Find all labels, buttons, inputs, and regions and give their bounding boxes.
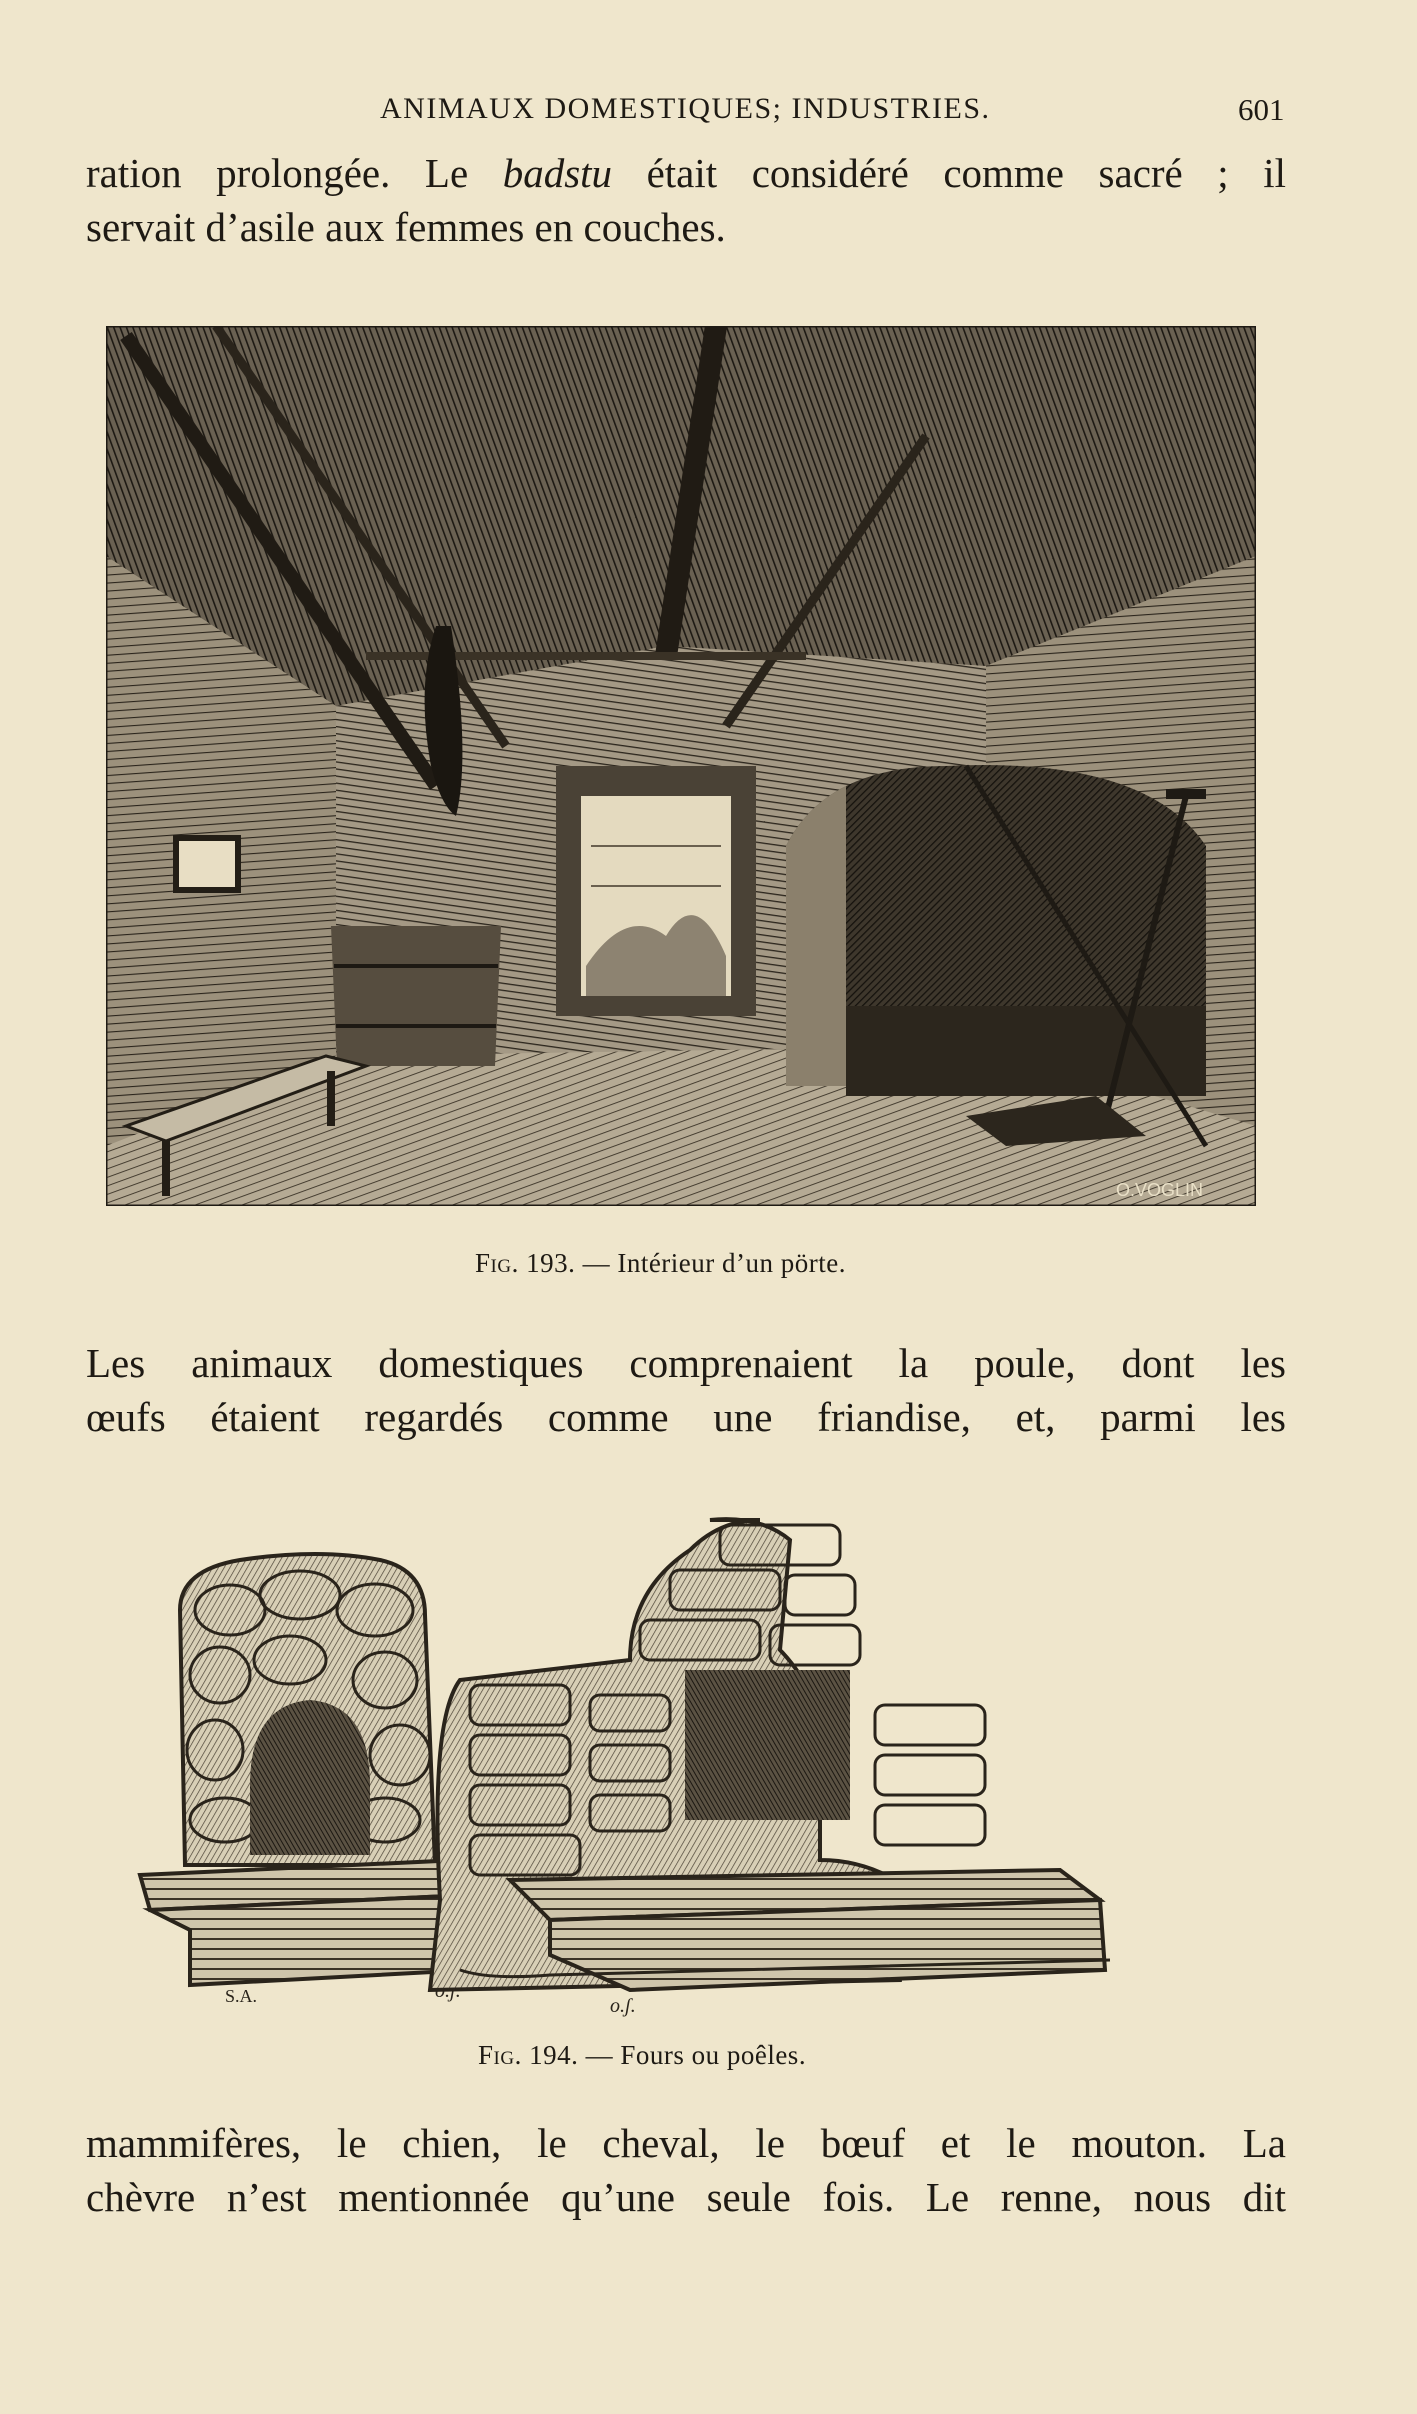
engraver-signature: O.VOGLIN [1116,1180,1204,1200]
paragraph-middle [86,1336,1286,1444]
oven-left [140,1554,470,1985]
oven-right [430,1519,1110,1990]
figure-194-engraving [130,1500,1240,2030]
oven-base [846,1006,1206,1096]
figure-194-caption: Fig. 194. — Fours ou poêles. [478,2040,807,2070]
paragraph-line: chèvre n’est mentionnée qu’une seule fois. Le renne, nous dit [86,2174,1286,2220]
svg-text:S.A.: S.A. [225,1986,258,2006]
signature-right: o.ʃ. [610,1995,636,2017]
paragraph-line: ration prolongée. Le badstu était considéré comme sacré ; il [86,150,1286,196]
paragraph-bottom [86,2116,1286,2224]
running-title: ANIMAUX DOMESTIQUES; INDUSTRIES. [380,92,991,125]
emphasis-badstu: badstu [502,150,613,196]
figure-193-engraving [106,326,1256,1206]
paragraph-line: servait d’asile aux femmes en couches. [86,204,726,250]
page-header [0,92,1417,142]
wall-opening [176,838,238,890]
paragraph-line: œufs étaient regardés comme une friandise, et, parmi les [86,1394,1286,1440]
paragraph-top [86,146,1286,254]
paragraph-line: mammifères, le chien, le cheval, le bœuf et le mouton. La [86,2120,1286,2166]
page-number: 601 [1238,92,1285,127]
paragraph-line: Les animaux domestiques comprenaient la poule, dont les [86,1340,1286,1386]
figure-193-caption: Fig. 193. — Intérieur d’un pörte. [475,1248,846,1278]
wooden-tub [331,926,501,1066]
